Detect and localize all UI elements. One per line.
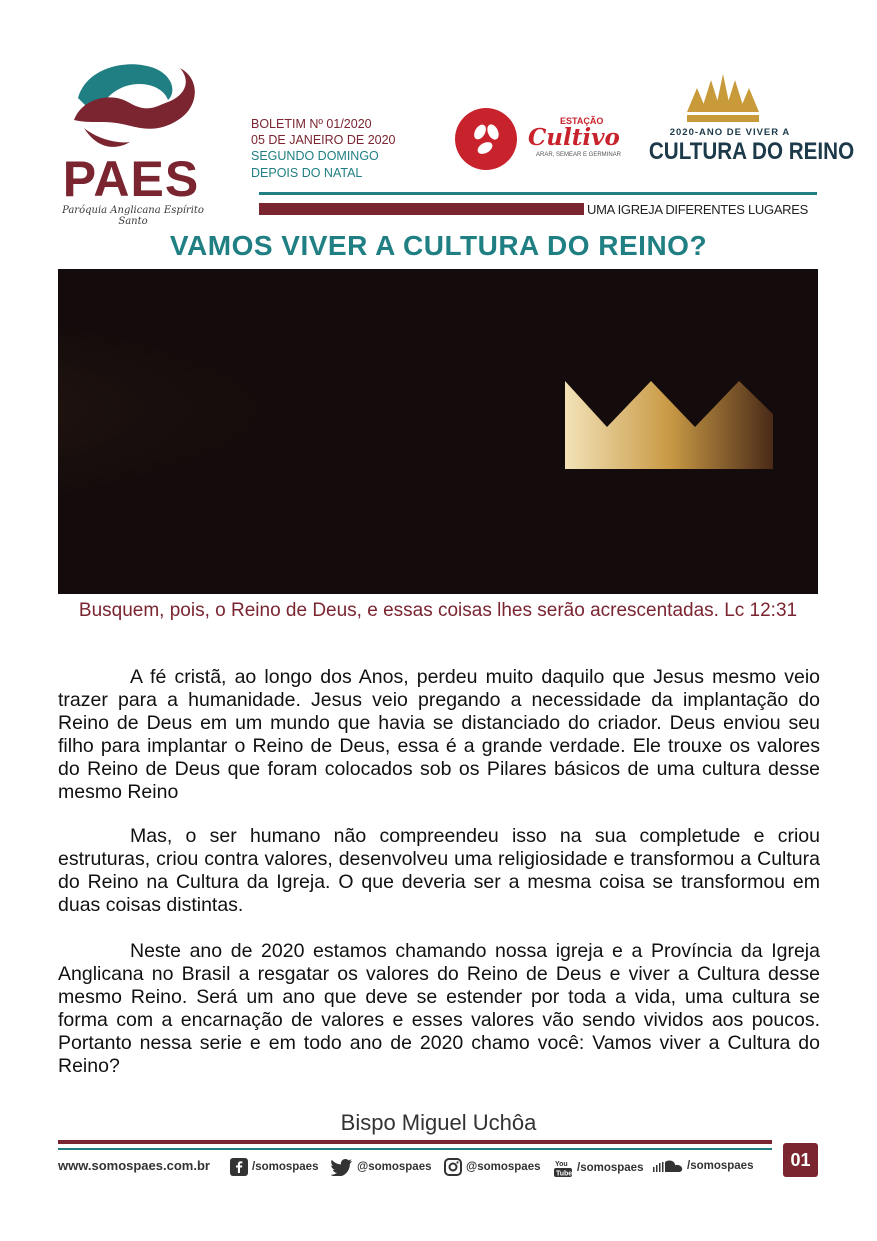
- twitter-icon: [331, 1158, 353, 1176]
- seed-icon: [455, 108, 517, 170]
- body-paragraph-1: A fé cristã, ao longo dos Anos, perdeu muito daquilo que Jesus mesmo veio trazer para a humanidade. Jesus veio pregando a necessidade da implantação do Reino de Deus em um mundo que havia se distanciado do criador. Deus enviou seu filho para implantar o Reino de Deus, essa é a grande verdade. Ele trouxe os valores do Reino de Deus que foram colocados sob os Pilares básicos de uma cultura desse mesmo Reino: [58, 666, 820, 803]
- bulletin-after: DEPOIS DO NATAL: [251, 166, 363, 180]
- soundcloud-handle: /somospaes: [687, 1160, 754, 1173]
- bulletin-sunday: SEGUNDO DOMINGO: [251, 149, 379, 163]
- header-divider-maroon: [259, 203, 584, 215]
- logo-subtitle: Paróquia Anglicana Espírito Santo: [62, 205, 204, 227]
- cultivo-logo: [455, 108, 517, 170]
- cultivo-tagline: ARAR, SEMEAR E GERMINAR: [536, 152, 622, 158]
- svg-text:You: You: [555, 1161, 568, 1168]
- crown-image-icon: [58, 269, 818, 594]
- instagram-handle: @somospaes: [466, 1161, 541, 1174]
- twitter-handle: @somospaes: [357, 1161, 432, 1174]
- culture-title: CULTURA DO REINO: [648, 138, 855, 165]
- footer-divider-maroon: [58, 1140, 772, 1144]
- crown-light-image: [58, 269, 818, 594]
- footer-divider-teal: [58, 1148, 772, 1150]
- page-title: VAMOS VIVER A CULTURA DO REINO?: [169, 230, 708, 261]
- soundcloud-icon: [653, 1158, 683, 1174]
- youtube-icon: [553, 1158, 573, 1178]
- soundcloud-link[interactable]: [653, 1158, 753, 1174]
- culture-year-line: 2020-ANO DE VIVER A: [669, 127, 791, 138]
- instagram-link[interactable]: [444, 1158, 541, 1176]
- crown-icon: [683, 74, 763, 124]
- logo-wordmark: PAES: [62, 151, 200, 207]
- youtube-link[interactable]: [553, 1158, 643, 1178]
- website-link[interactable]: www.somospaes.com.br: [58, 1158, 210, 1173]
- facebook-icon: [230, 1158, 248, 1176]
- cultivo-name: Cultivo: [528, 124, 620, 151]
- body-paragraph-3: Neste ano de 2020 estamos chamando nossa igreja e a Província da Igreja Anglicana no Brasil a resgatar os valores do Reino de Deus e viver a Cultura desse mesmo Reino. Será um ano que deve se estender por toda a vida, uma cultura se forma com a encarnação de valores e esses valores vão sendo vividos aos poucos. Portanto nessa serie e em todo ano de 2020 chamo você: Vamos viver a Cultura do Reino?: [58, 940, 820, 1077]
- instagram-icon: [444, 1158, 462, 1176]
- svg-text:Tube: Tube: [556, 1170, 573, 1178]
- church-tagline: UMA IGREJA DIFERENTES LUGARES: [587, 202, 809, 217]
- facebook-link[interactable]: [230, 1158, 318, 1176]
- bulletin-date: 05 DE JANEIRO DE 2020: [251, 133, 396, 147]
- cultivo-label: ESTAÇÃO: [560, 116, 604, 126]
- youtube-handle: /somospaes: [577, 1162, 644, 1175]
- body-paragraph-2: Mas, o ser humano não compreendeu isso na sua completude e criou estruturas, criou contra valores, desenvolveu uma religiosidade e transformou a Cultura do Reino na Cultura da Igreja. O que deveria ser a mesma coisa se transformou em duas coisas distintas.: [58, 825, 820, 916]
- signature: Bispo Miguel Uchôa: [340, 1110, 537, 1135]
- page-number: 01: [783, 1143, 818, 1177]
- twitter-link[interactable]: [331, 1158, 432, 1176]
- scripture-caption: Busquem, pois, o Reino de Deus, e essas coisas lhes serão acrescentadas. Lc 12:31: [78, 600, 798, 621]
- facebook-handle: /somospaes: [252, 1161, 319, 1174]
- header-divider-teal: [259, 192, 817, 195]
- bulletin-number: BOLETIM Nº 01/2020: [251, 117, 372, 131]
